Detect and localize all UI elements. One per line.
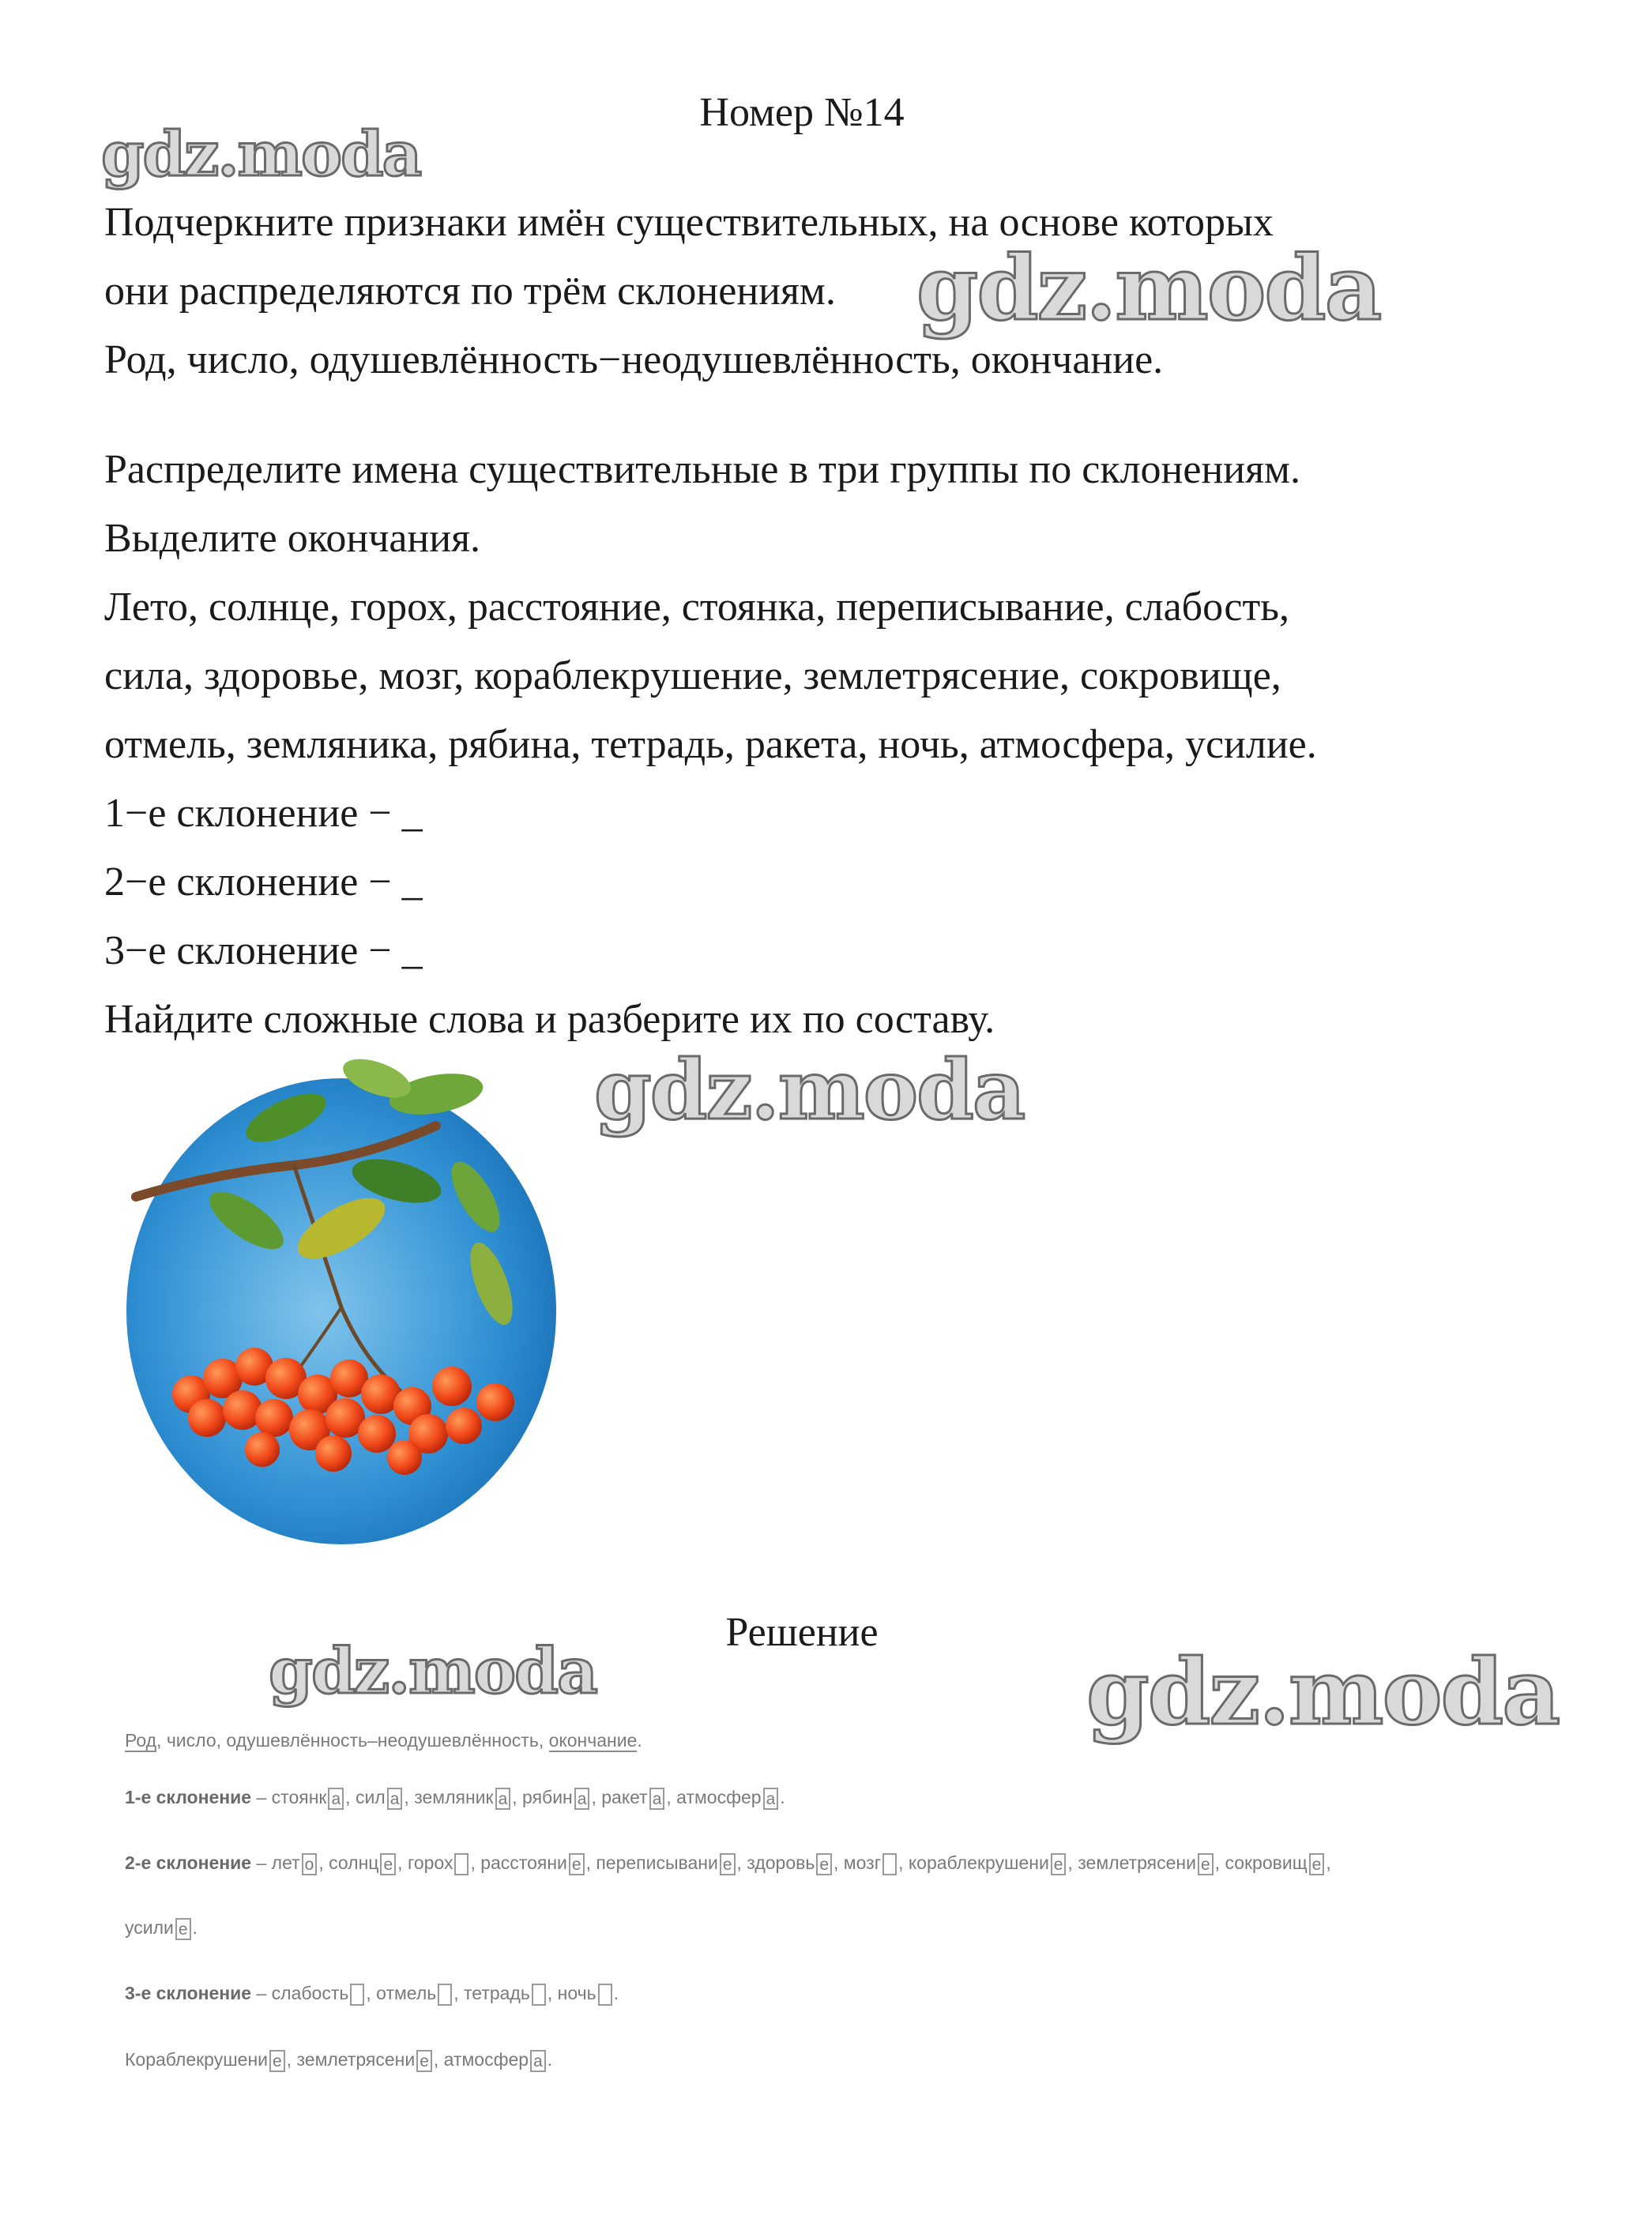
word-stem: тетрадь xyxy=(464,1983,530,2003)
word-stem: стоянк xyxy=(271,1787,327,1807)
task-line: отмель, земляника, рябина, тетрадь, ракета, ночь, атмосфера, усилие. xyxy=(104,722,1317,767)
ending-box: е xyxy=(1051,1853,1067,1875)
ending-box xyxy=(454,1853,469,1875)
ending-box: е xyxy=(175,1918,191,1940)
word-stem: слабость xyxy=(271,1983,349,2003)
ending-box: а xyxy=(328,1788,344,1810)
page-title: Номер №14 xyxy=(699,90,905,135)
ending-box xyxy=(598,1984,612,2006)
watermark: gdz.moda xyxy=(1086,1639,1560,1745)
ending-box: а xyxy=(495,1788,511,1810)
task-line: 3−е склонение − _ xyxy=(104,928,423,973)
ending-box: е xyxy=(569,1853,585,1875)
ending-box: а xyxy=(530,2050,546,2072)
task-line: 2−е склонение − _ xyxy=(104,859,423,905)
rowan-berries-icon xyxy=(104,1047,578,1552)
task-line: сила, здоровье, мозг, кораблекрушение, землетрясение, сокровище, xyxy=(104,653,1281,698)
word-stem: землетрясени xyxy=(296,2049,416,2070)
declension-2-line: 2-е склонение – лет о , солнц е , горох , расстояни е , переписывани е , здоровь е , мозг , кораблекрушени е , землетрясени е , сокровищ е , xyxy=(125,1852,1331,1874)
ending-box xyxy=(438,1984,452,2006)
ending-box: е xyxy=(1198,1853,1214,1875)
task-line: Род, число, одушевлённость−неодушевлённость, окончание. xyxy=(104,337,1164,382)
solution-title: Решение xyxy=(725,1610,879,1655)
word-stem: усили xyxy=(125,1917,174,1938)
word-stem: солнц xyxy=(329,1852,379,1873)
word-stem: переписывани xyxy=(596,1852,718,1873)
word-stem: атмосфер xyxy=(443,2049,529,2070)
ending-box xyxy=(882,1853,897,1875)
watermark: gdz.moda xyxy=(594,1041,1025,1138)
declension-2-continuation: усили е . xyxy=(125,1917,198,1939)
task-line: Подчеркните признаки имён существительных, на основе которых xyxy=(104,200,1274,245)
declension-label: 2-е склонение xyxy=(125,1852,252,1873)
ending-box xyxy=(532,1984,546,2006)
task-line: Лето, солнце, горох, расстояние, стоянка, переписывание, слабость, xyxy=(104,585,1289,630)
watermark: gdz.moda xyxy=(916,237,1381,340)
word-stem: сокровищ xyxy=(1225,1852,1308,1873)
word-stem: здоровь xyxy=(747,1852,815,1873)
task-line: Выделите окончания. xyxy=(104,516,480,561)
underlined-word: Род xyxy=(125,1730,157,1751)
word-stem: горох xyxy=(407,1852,453,1873)
ending-box: е xyxy=(380,1853,396,1875)
compound-words-line: Кораблекрушени е , землетрясени е , атмосфер а . xyxy=(125,2049,553,2070)
ending-box xyxy=(350,1984,364,2006)
spacer xyxy=(104,394,1590,435)
watermark: gdz.moda xyxy=(101,118,421,190)
ending-box: е xyxy=(1309,1853,1325,1875)
ending-box: е xyxy=(269,2050,285,2072)
task-line: Найдите сложные слова и разберите их по составу. xyxy=(104,997,995,1042)
word-stem: атмосфер xyxy=(676,1787,762,1807)
declension-label: 1-е склонение xyxy=(125,1787,252,1807)
ending-box: о xyxy=(302,1853,318,1875)
declension-label: 3-е склонение xyxy=(125,1983,252,2003)
word-stem: землетрясени xyxy=(1078,1852,1196,1873)
task-line: они распределяются по трём склонениям. xyxy=(104,269,836,314)
task-line: Распределите имена существительные в три группы по склонениям. xyxy=(104,447,1300,492)
word-stem: кораблекрушени xyxy=(908,1852,1049,1873)
ending-box: е xyxy=(416,2050,432,2072)
task-line: 1−е склонение − _ xyxy=(104,791,423,836)
word-stem: сил xyxy=(355,1787,386,1807)
word-stem: отмель xyxy=(376,1983,437,2003)
word-stem: ночь xyxy=(557,1983,596,2003)
word-stem: Кораблекрушени xyxy=(125,2049,269,2070)
word-stem: лет xyxy=(271,1852,300,1873)
ending-box: а xyxy=(574,1788,590,1810)
ending-box: е xyxy=(816,1853,832,1875)
ending-box: а xyxy=(763,1788,779,1810)
word-stem: земляник xyxy=(414,1787,494,1807)
word-stem: ракет xyxy=(601,1787,648,1807)
watermark: gdz.moda xyxy=(269,1634,596,1708)
ending-box: а xyxy=(387,1788,403,1810)
ending-box: а xyxy=(649,1788,665,1810)
declension-1-line: 1-е склонение – стоянк а , сил а , земляник а , рябин а , ракет а , атмосфер а . xyxy=(125,1787,785,1808)
word-stem: расстояни xyxy=(480,1852,567,1873)
ending-box: е xyxy=(720,1853,736,1875)
features-line: Род, число, одушевлённость–неодушевлённость, окончание. xyxy=(125,1730,642,1751)
word-stem: рябин xyxy=(522,1787,573,1807)
underlined-word: окончание xyxy=(548,1730,638,1751)
word-stem: мозг xyxy=(843,1852,882,1873)
declension-3-line: 3-е склонение – слабость , отмель , тетрадь , ночь . xyxy=(125,1981,619,2006)
